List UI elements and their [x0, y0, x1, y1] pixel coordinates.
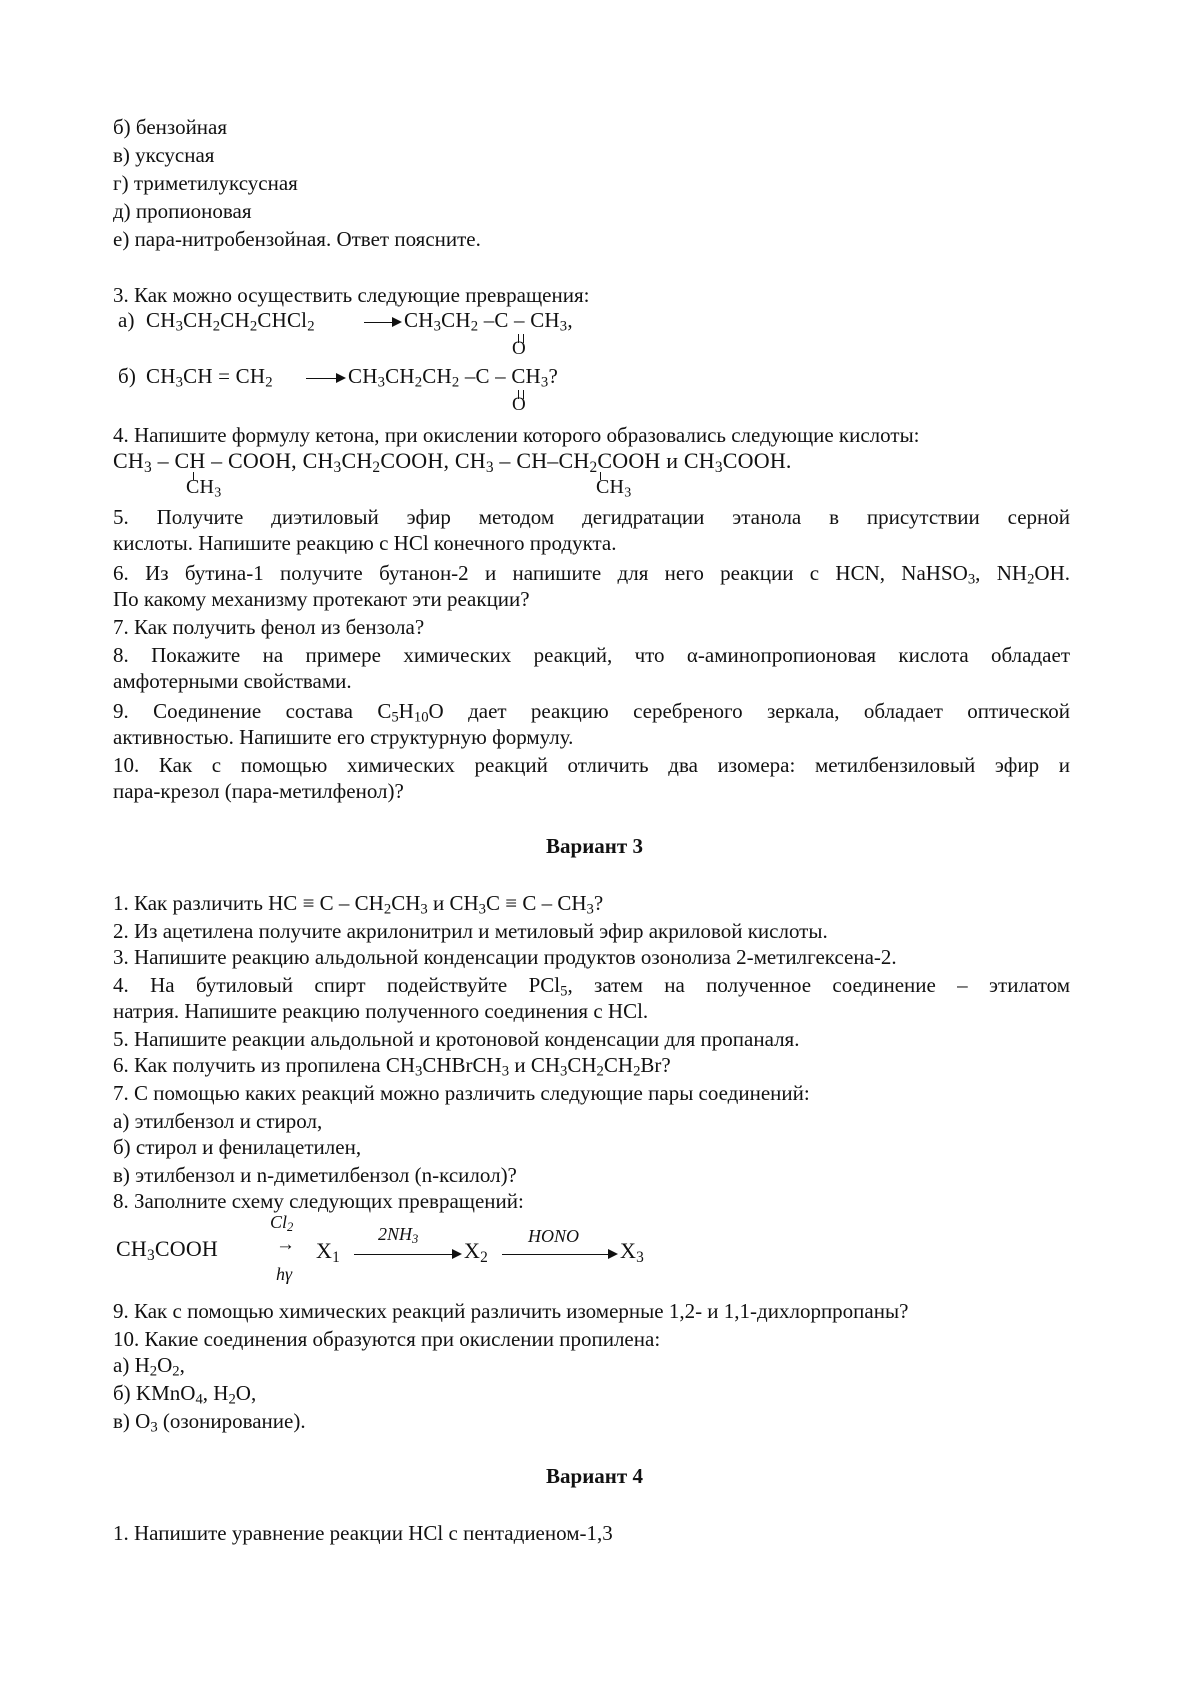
question-line: 7. С помощью каких реакций можно различить следующие пары соединений: [113, 1081, 810, 1105]
question-8-line: 8. Покажите на примере химических реакций, что α-аминопропионовая кислота обладает [113, 643, 1070, 667]
question-5-line: кислоты. Напишите реакцию с HCl конечного продукта. [113, 531, 617, 555]
question-10-line: пара-крезол (пара-метилфенол)? [113, 779, 404, 803]
reaction-arrow [354, 1254, 454, 1255]
reaction-label: а) [118, 308, 135, 332]
list-item: е) пара-нитробензойная. Ответ поясните. [113, 227, 481, 251]
reaction-arrow [502, 1254, 610, 1255]
arrow-head [452, 1249, 462, 1259]
list-item: в) уксусная [113, 143, 215, 167]
list-item: г) триметилуксусная [113, 171, 298, 195]
product-formula: $CH_3CH_2CH_2$ $-C - CH_3$? [348, 364, 558, 391]
question-line: 5. Напишите реакции альдольной и кротоновой конденсации для пропаналя. [113, 1027, 800, 1051]
question-10-line: 10. Как с помощью химических реакций отличить два изомера: метилбензиловый эфир и [113, 753, 1070, 777]
branch-methyl: $CH_3$ [186, 476, 222, 501]
answer-option: в) $O_3$ (озонирование). [113, 1409, 306, 1436]
reagent-hono: HONO [528, 1226, 580, 1246]
question-line: 3. Напишите реакцию альдольной конденсации продуктов озонолиза 2-метилгексена-2. [113, 945, 897, 969]
question-line: в) этилбензол и n-диметилбензол (n-ксилол)? [113, 1163, 517, 1187]
arrow-head [608, 1249, 618, 1259]
question-6-line: 6. Из бутина-1 получите бутанон-2 и напишите для него реакции с HCN, NaHSO$_3$, $NH_2OH$. [113, 561, 1070, 588]
reaction-label: б) [118, 364, 137, 388]
question-6-line: По какому механизму протекают эти реакции? [113, 587, 530, 611]
oxygen-atom: O [512, 338, 526, 359]
section-heading: Вариант 4 [546, 1464, 643, 1488]
reaction-arrow: → [276, 1234, 295, 1255]
question-4: 4. Напишите формулу кетона, при окислении которого образовались следующие кислоты: [113, 423, 920, 447]
reagent-nh3: $2NH_3$ [378, 1224, 419, 1247]
question-line: 10. Какие соединения образуются при окислении пропилена: [113, 1327, 661, 1351]
branch-methyl: $CH_3$ [596, 476, 632, 501]
product-x1: $X_1$ [316, 1238, 340, 1266]
section-heading: Вариант 3 [546, 834, 643, 858]
product-x3: $X_3$ [620, 1238, 644, 1266]
question-9-line: 9. Соединение состава $C_5H_{10}O$ дает реакцию серебреного зеркала, обладает оптической [113, 699, 1070, 726]
arrow-head [336, 373, 346, 383]
question-8-line: амфотерными свойствами. [113, 669, 352, 693]
question-7: 7. Как получить фенол из бензола? [113, 615, 425, 639]
oxygen-atom: O [512, 394, 526, 415]
question-9-line: активностью. Напишите его структурную формулу. [113, 725, 574, 749]
question-line: а) этилбензол и стирол, [113, 1109, 323, 1133]
reagent-cl2: $Cl_2$ [270, 1212, 294, 1235]
answer-option: б) KMnO$_4$, $H_2O$, [113, 1381, 257, 1408]
reaction-arrow [306, 378, 338, 379]
reactant-formula: $CH_3CH = CH_2$ [146, 364, 273, 391]
question-5-line: 5. Получите диэтиловый эфир методом дегидратации этанола в присутствии серной [113, 505, 1070, 529]
reactant-formula: $CH_3CH_2CH_2CHCl_2$ [146, 308, 315, 335]
arrow-head [392, 317, 402, 327]
question-line: 1. Как различить HC ≡ C – $CH_2CH_3$ и $CH_3C \equiv C - CH_3$? [113, 891, 604, 918]
question-line: 2. Из ацетилена получите акрилонитрил и метиловый эфир акриловой кислоты. [113, 919, 828, 943]
question-line: 6. Как получить из пропилена $CH_3CHBrCH_3$ и $CH_3CH_2CH_2Br$? [113, 1053, 671, 1080]
product-formula: $CH_3CH_2$ $-C - CH_3$, [404, 308, 573, 335]
scheme-start: $CH_3COOH$ [116, 1236, 219, 1264]
question-3: 3. Как можно осуществить следующие превращения: [113, 283, 590, 307]
reaction-arrow [364, 322, 394, 323]
question-line: 9. Как с помощью химических реакций различить изомерные 1,2- и 1,1-дихлорпропаны? [113, 1299, 909, 1323]
question-line: 4. На бутиловый спирт подействуйте PCl$_5$, затем на полученное соединение – этилатом [113, 973, 1070, 1000]
acid-formulas: $CH_3$ – CH – COOH, $CH_3CH_2COOH$, $CH_3$ – $CH-CH_2COOH$ и $CH_3COOH$. [113, 448, 792, 476]
question-line: натрия. Напишите реакцию полученного соединения с HCl. [113, 999, 649, 1023]
question-line: 8. Заполните схему следующих превращений: [113, 1189, 524, 1213]
question-line: 1. Напишите уравнение реакции HCl с пентадиеном-1,3 [113, 1521, 613, 1545]
list-item: д) пропионовая [113, 199, 252, 223]
answer-option: а) $H_2O_2$, [113, 1353, 185, 1380]
list-item: б) бензойная [113, 115, 228, 139]
product-x2: $X_2$ [464, 1238, 488, 1266]
reagent-light: hγ [276, 1264, 293, 1284]
question-line: б) стирол и фенилацетилен, [113, 1135, 362, 1159]
